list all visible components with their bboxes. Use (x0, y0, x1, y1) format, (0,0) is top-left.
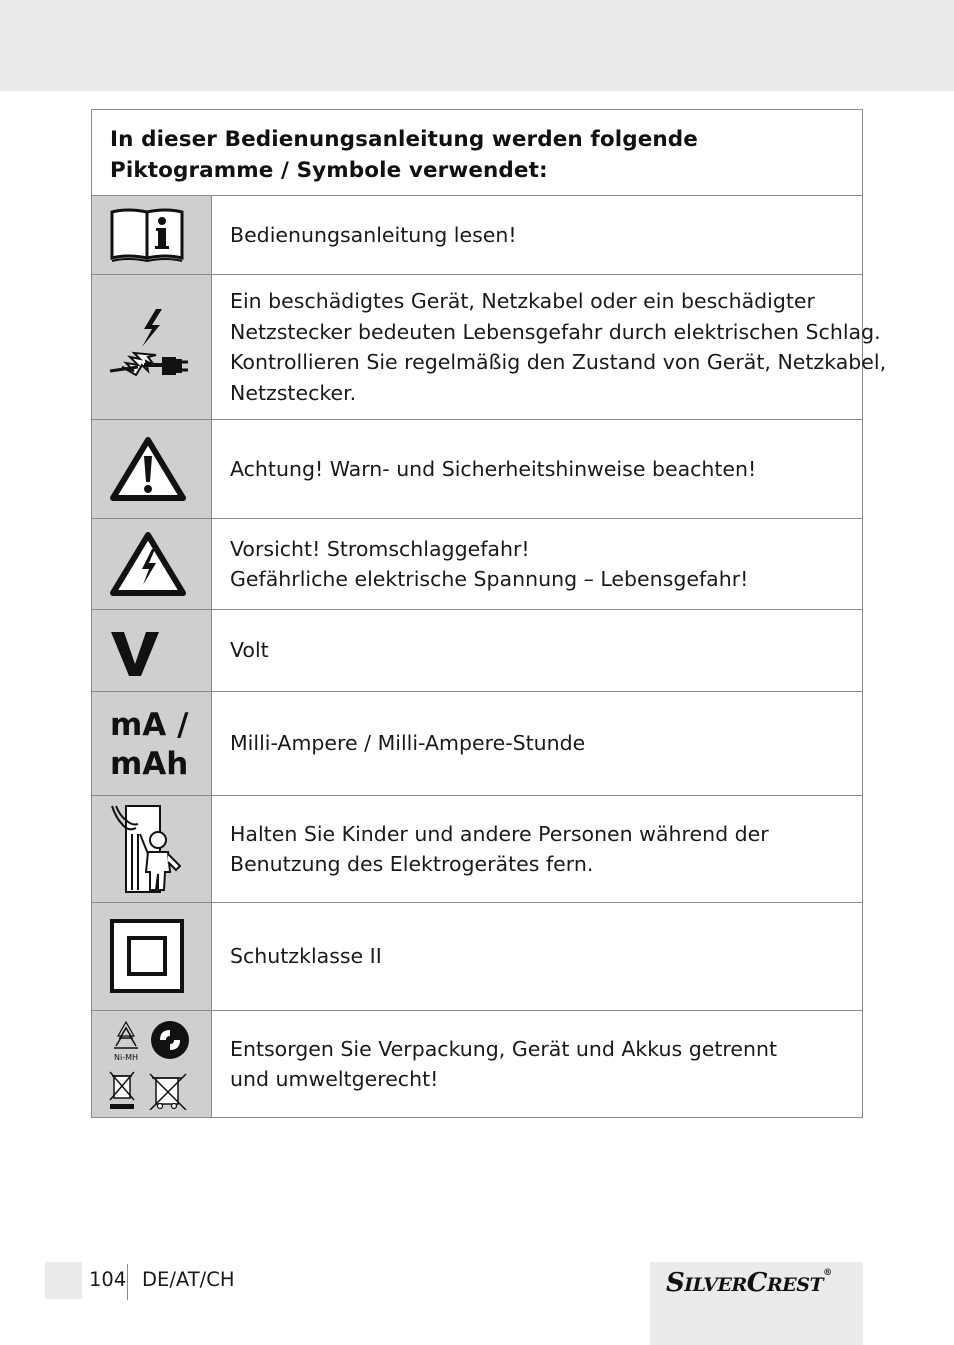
row-text-line: Netzstecker bedeuten Lebensgefahr durch elektrischen Schlag. (230, 319, 881, 344)
keep-children-away-icon (110, 804, 186, 894)
warning-triangle-icon (110, 436, 186, 502)
icon-cell (92, 196, 212, 274)
registered-mark: ® (823, 1268, 832, 1278)
damaged-plug-shock-icon (108, 307, 188, 387)
brand-part: REST (767, 1274, 824, 1296)
header-title-line-2: Piktogramme / Symbole verwendet: (110, 158, 548, 183)
top-band (0, 0, 954, 91)
volt-icon (110, 628, 160, 678)
brand-part: ILVER (684, 1274, 747, 1296)
footer-divider (127, 1264, 128, 1300)
symbol-row-damaged-cable (92, 275, 887, 420)
icon-cell (92, 1011, 212, 1117)
row-text (212, 1011, 862, 1117)
row-text (212, 196, 862, 274)
footer-marker (45, 1262, 82, 1299)
row-text-line: Volt (230, 638, 269, 663)
milliampere-icon-line-1: mA / (110, 707, 189, 743)
symbol-row-disposal (92, 1011, 862, 1117)
icon-cell (92, 796, 212, 902)
row-text (212, 610, 862, 691)
row-text (212, 796, 862, 902)
symbol-row-warning (92, 420, 862, 519)
row-text-line: Schutzklasse II (230, 944, 382, 969)
read-manual-icon (110, 206, 186, 266)
brand-part: C (746, 1268, 767, 1298)
symbols-table (91, 109, 887, 1118)
symbol-row-volt (92, 610, 862, 692)
row-text-line: Benutzung des Elektrogerätes fern. (230, 852, 594, 876)
icon-cell (92, 903, 212, 1010)
row-text-line: Entsorgen Sie Verpackung, Gerät und Akkus getrennt (230, 1036, 777, 1061)
milliampere-icon (110, 706, 188, 784)
row-text-line: Vorsicht! Stromschlaggefahr! (230, 536, 530, 561)
icon-cell (92, 692, 212, 795)
row-text-line: Netzstecker. (230, 380, 357, 405)
icon-cell (92, 275, 212, 419)
milliampere-icon-line-2: mAh (110, 746, 189, 782)
row-text (212, 692, 862, 795)
row-text (212, 903, 862, 1010)
locale-label: DE/AT/CH (142, 1268, 235, 1291)
icon-cell (92, 420, 212, 518)
symbol-row-milliampere (92, 692, 862, 796)
brand-logo (666, 1268, 832, 1298)
symbol-row-shock (92, 519, 862, 610)
symbol-row-children (92, 796, 862, 903)
symbol-row-read-manual (92, 196, 862, 275)
row-text (212, 275, 890, 419)
row-text (212, 519, 862, 609)
protection-class-ii-icon (110, 919, 184, 993)
row-text-line: Kontrollieren Sie regelmäßig den Zustand von Gerät, Netzkabel, (230, 350, 887, 374)
disposal-recycling-icon (108, 1018, 192, 1110)
electric-shock-triangle-icon (110, 531, 186, 597)
header-title-line-1: In dieser Bedienungsanleitung werden folgende (110, 127, 698, 152)
brand-part: S (666, 1268, 685, 1298)
page-number: 104 (89, 1268, 127, 1291)
row-text-line: Ein beschädigtes Gerät, Netzkabel oder ein beschädigter (230, 289, 815, 313)
row-text-line: Gefährliche elektrische Spannung – Lebensgefahr! (230, 567, 749, 591)
nimh-label: Ni-MH (114, 1053, 139, 1062)
icon-cell (92, 519, 212, 609)
row-text-line: Milli-Ampere / Milli-Ampere-Stunde (230, 731, 586, 756)
table-header (92, 110, 862, 196)
row-text-line: Achtung! Warn- und Sicherheitshinweise beachten! (230, 456, 757, 481)
symbol-row-protection-class (92, 903, 862, 1011)
row-text-line: und umweltgerecht! (230, 1067, 439, 1091)
row-text-line: Halten Sie Kinder und andere Personen während der (230, 821, 769, 846)
icon-cell (92, 610, 212, 691)
row-text (212, 420, 862, 518)
row-text-line: Bedienungsanleitung lesen! (230, 222, 517, 247)
